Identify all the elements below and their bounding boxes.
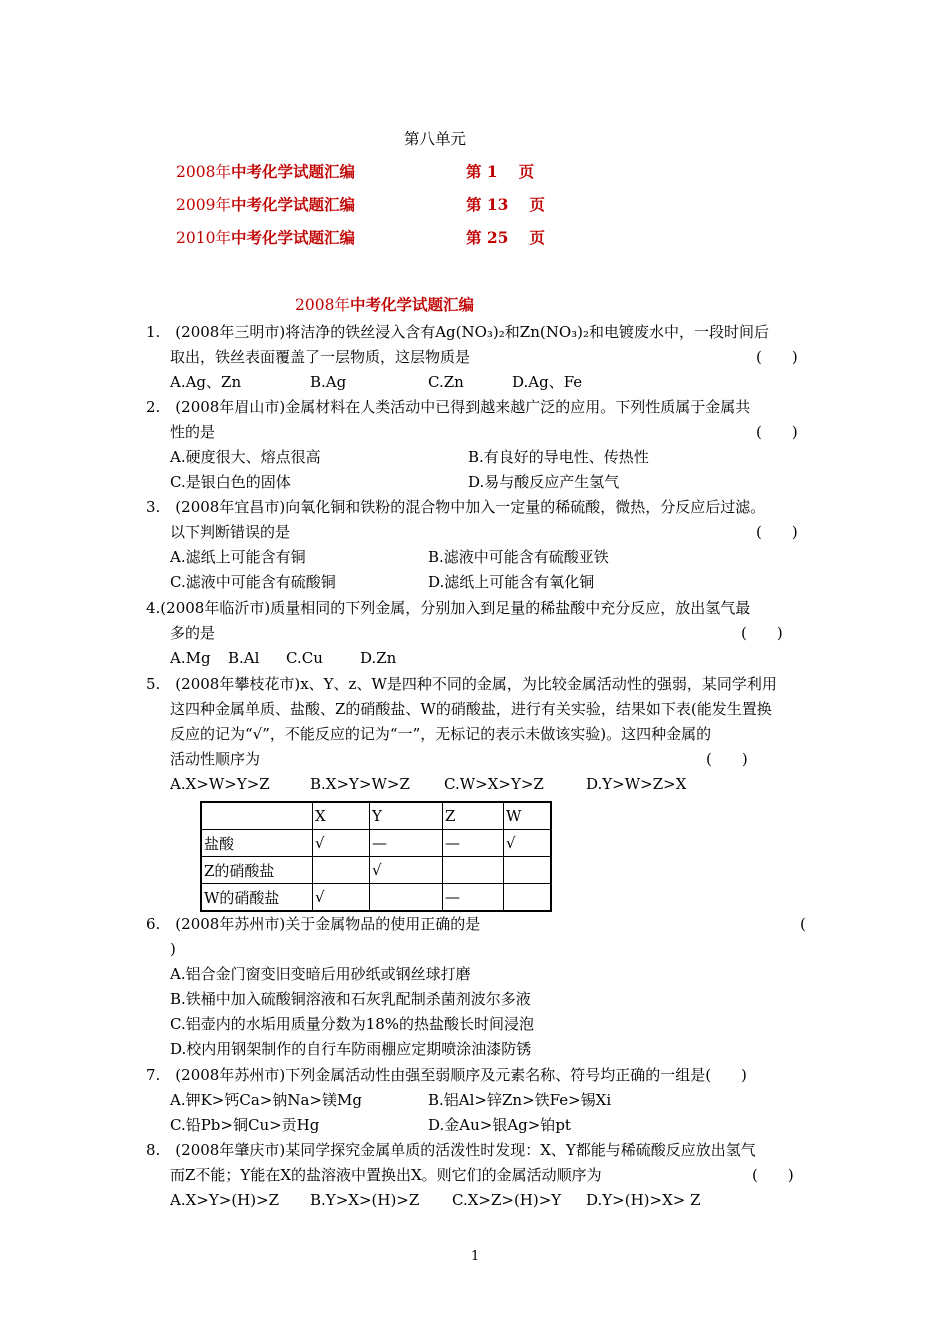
option-b: B.Y>X>(H)>Z [310, 1191, 420, 1209]
question-text: 这四种金属单质、盐酸、Z的硝酸盐、W的硝酸盐，进行有关实验，结果如下表(能发生置换 [170, 700, 772, 718]
table-cell [504, 857, 552, 884]
table-cell: √ [504, 830, 552, 857]
table-header-w: W [504, 802, 552, 830]
question-text: 反应的记为“√”，不能反应的记为“一”，无标记的表示未做该实验)。这四种金属的 [170, 725, 712, 743]
option-d: D.金Au>银Ag>铂pt [428, 1116, 571, 1134]
table-header-z: Z [443, 802, 504, 830]
toc-title: 中考化学试题汇编 [230, 228, 355, 247]
answer-paren: ( ) [756, 523, 798, 541]
toc-page-2010: 第 25 页 [466, 228, 545, 247]
page-number: 1 [471, 1249, 480, 1264]
option-a: A.X>W>Y>Z [170, 775, 270, 793]
option-d: D.易与酸反应产生氢气 [468, 473, 620, 491]
table-row [201, 830, 551, 857]
question-3 [146, 495, 816, 595]
question-8 [146, 1138, 816, 1213]
toc-title: 中考化学试题汇编 [230, 195, 355, 214]
option-c: C.W>X>Y>Z [444, 775, 544, 793]
table-cell [313, 857, 370, 884]
question-5 [146, 672, 816, 797]
answer-paren: ( ) [756, 348, 798, 366]
table-cell: — [443, 830, 504, 857]
table-row [201, 857, 551, 884]
table-cell [201, 802, 313, 830]
table-cell: — [443, 884, 504, 912]
option-c: C.滤液中可能含有硫酸铜 [170, 573, 336, 591]
question-text: 取出，铁丝表面覆盖了一层物质，这层物质是 [170, 348, 471, 366]
option-a: A.Mg [170, 649, 211, 667]
section-year-suffix: 年 [334, 296, 350, 314]
table-row-label: 盐酸 [201, 830, 313, 857]
option-c: C.铅Pb>铜Cu>贡Hg [170, 1116, 320, 1134]
question-text: 3. (2008年宜昌市)向氧化铜和铁粉的混合物中加入一定量的稀硫酸，微热，分反应后过滤。 [146, 498, 766, 516]
table-cell [443, 857, 504, 884]
option-d: D.Y>W>Z>X [586, 775, 687, 793]
option-b: B.铁桶中加入硫酸铜溶液和石灰乳配制杀菌剂波尔多液 [170, 990, 531, 1008]
toc-year-suffix: 年 [215, 229, 231, 247]
question-text: 7. (2008年苏州市)下列金属活动性由强至弱顺序及元素名称、符号均正确的一组是( ) [146, 1066, 747, 1084]
question-7 [146, 1063, 816, 1138]
table-cell [370, 884, 443, 912]
options-row [146, 445, 816, 470]
question-2 [146, 395, 816, 495]
toc-page-2009: 第 13 页 [466, 195, 545, 214]
option-d: D.Ag、Fe [512, 373, 583, 391]
table-cell: √ [370, 857, 443, 884]
question-text: 以下判断错误的是 [170, 523, 291, 541]
question-text: 4.(2008年临沂市)质量相同的下列金属，分别加入到足量的稀盐酸中充分反应，放出氢气最 [146, 599, 751, 617]
section-title-text: 中考化学试题汇编 [349, 295, 474, 314]
unit-title: 第八单元 [404, 130, 467, 148]
options-row [146, 646, 816, 671]
option-a: A.滤纸上可能含有铜 [170, 548, 306, 566]
question-4 [146, 596, 816, 671]
question-6 [146, 912, 816, 1062]
table-cell: √ [313, 830, 370, 857]
option-b: B.铝Al>锌Zn>铁Fe>锡Xi [428, 1091, 612, 1109]
table-cell [504, 884, 552, 912]
table-header-row [201, 802, 551, 830]
option-d: D.Y>(H)>X> Z [586, 1191, 701, 1209]
question-text: 1. (2008年三明市)将洁净的铁丝浸入含有Ag(NO₃)₂和Zn(NO₃)₂和电镀废水中，一段时间后 [146, 323, 770, 341]
question-text: 性的是 [170, 423, 216, 441]
option-b: B.滤液中可能含有硫酸亚铁 [428, 548, 609, 566]
question-text: 2. (2008年眉山市)金属材料在人类活动中已得到越来越广泛的应用。下列性质属于金属共 [146, 398, 751, 416]
options-row [146, 545, 816, 570]
answer-paren-open: ( [800, 915, 806, 933]
toc-year: 2010 [176, 229, 216, 247]
question-text: 多的是 [170, 624, 216, 642]
toc-title: 中考化学试题汇编 [230, 162, 355, 181]
option-a: A.钾K>钙Ca>钠Na>镁Mg [170, 1091, 362, 1109]
option-a: A.X>Y>(H)>Z [170, 1191, 280, 1209]
option-a: A.硬度很大、熔点很高 [170, 448, 321, 466]
option-b: B.Ag [310, 373, 347, 391]
question-text: 6. (2008年苏州市)关于金属物品的使用正确的是 [146, 915, 481, 933]
table-header-x: X [313, 802, 370, 830]
option-c: C.Zn [428, 373, 464, 391]
toc-year-suffix: 年 [215, 163, 231, 181]
option-a: A.铝合金门窗变旧变暗后用砂纸或钢丝球打磨 [170, 965, 471, 983]
toc-entry-2010[interactable] [176, 226, 355, 248]
toc-entry-2008[interactable] [176, 160, 355, 182]
table-cell: — [370, 830, 443, 857]
answer-paren: ( ) [741, 624, 783, 642]
answer-paren-close: ) [170, 940, 176, 958]
options-row [146, 772, 816, 797]
toc-year: 2008 [176, 163, 216, 181]
section-year: 2008 [295, 296, 335, 314]
option-c: C.是银白色的固体 [170, 473, 291, 491]
option-a: A.Ag、Zn [170, 373, 242, 391]
table-cell: √ [313, 884, 370, 912]
reaction-table [200, 801, 552, 912]
question-text: 而Z不能；Y能在X的盐溶液中置换出X。则它们的金属活动顺序为 [170, 1166, 602, 1184]
options-row [146, 1113, 816, 1138]
answer-paren: ( ) [706, 750, 748, 768]
option-b: B.X>Y>W>Z [310, 775, 410, 793]
options-row [146, 1188, 816, 1213]
section-title [295, 293, 474, 315]
option-d: D.校内用钢架制作的自行车防雨棚应定期喷涂油漆防锈 [170, 1040, 532, 1058]
table-row-label: W的硝酸盐 [201, 884, 313, 912]
question-1 [146, 320, 816, 395]
options-row [146, 470, 816, 495]
option-d: D.滤纸上可能含有氧化铜 [428, 573, 595, 591]
table-header-y: Y [370, 802, 443, 830]
toc-year-suffix: 年 [215, 196, 231, 214]
option-d: D.Zn [360, 649, 397, 667]
toc-year: 2009 [176, 196, 216, 214]
option-c: C.铝壶内的水垢用质量分数为18%的热盐酸长时间浸泡 [170, 1015, 535, 1033]
option-b: B.有良好的导电性、传热性 [468, 448, 649, 466]
table-row-label: Z的硝酸盐 [201, 857, 313, 884]
toc-page-2008: 第 1 页 [466, 162, 535, 181]
options-row [146, 370, 816, 395]
options-row [146, 1088, 816, 1113]
option-c: C.X>Z>(H)>Y [452, 1191, 562, 1209]
question-text: 5. (2008年攀枝花市)x、Y、z、W是四种不同的金属，为比较金属活动性的强弱，某同学利用 [146, 675, 777, 693]
answer-paren: ( ) [756, 423, 798, 441]
option-c: C.Cu [286, 649, 323, 667]
table-row [201, 884, 551, 912]
question-text: 活动性顺序为 [170, 750, 261, 768]
option-b: B.Al [228, 649, 260, 667]
toc-entry-2009[interactable] [176, 193, 355, 215]
answer-paren: ( ) [752, 1166, 794, 1184]
question-text: 8. (2008年肇庆市)某同学探究金属单质的活泼性时发现：X、Y都能与稀硫酸反应放出氢气 [146, 1141, 756, 1159]
options-row [146, 570, 816, 595]
